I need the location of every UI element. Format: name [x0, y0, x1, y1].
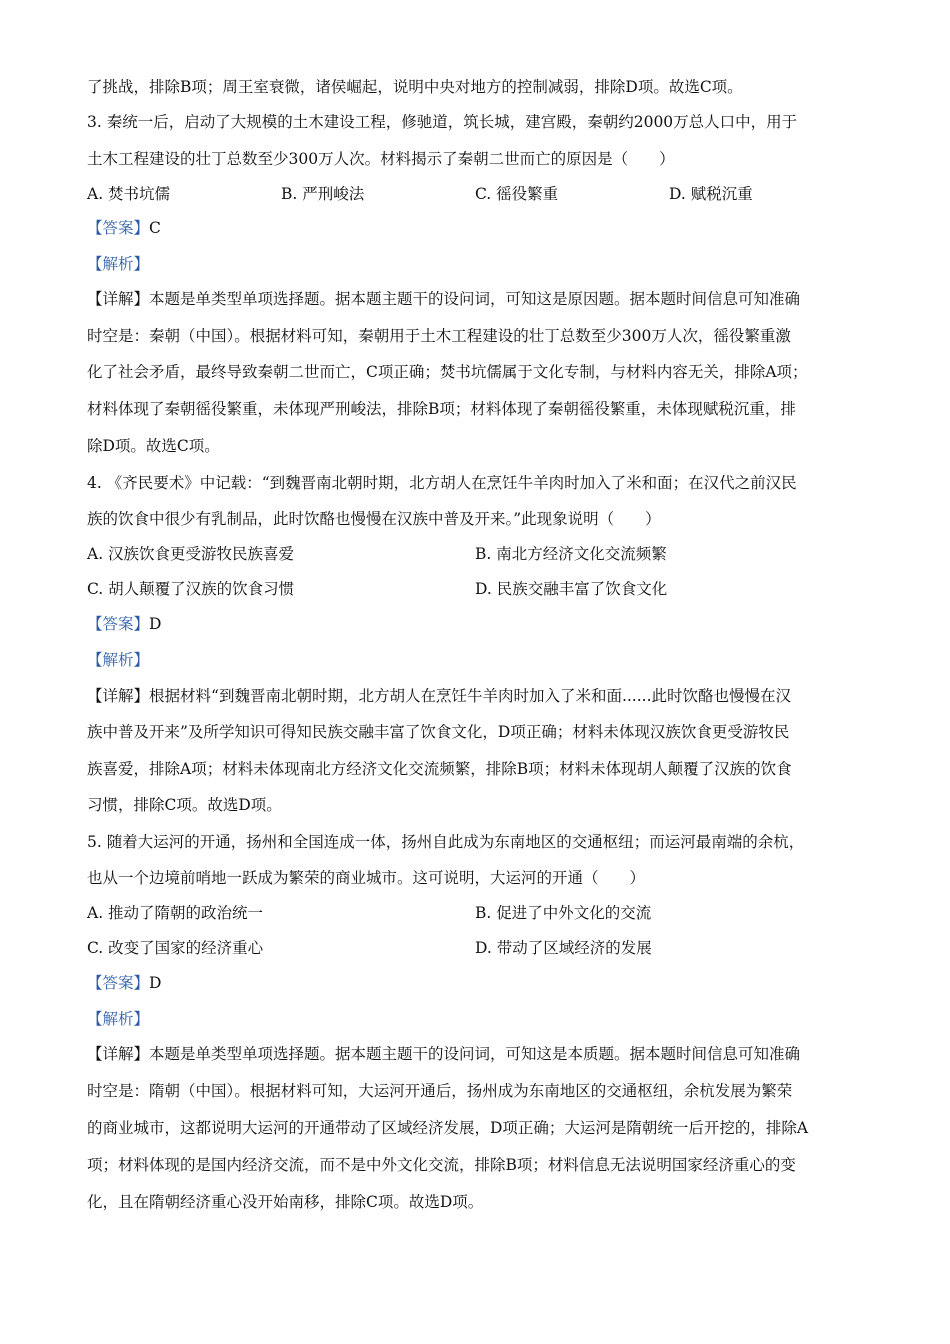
q3-detail-line-5: 除D项。故选C项。 — [87, 437, 220, 455]
answer-tag: 【答案】 — [87, 974, 150, 992]
detail-text: 根据材料“到魏晋南北朝时期，北方胡人在烹饪牛羊肉时加入了米和面......此时饮酪也慢慢在汉 — [149, 687, 792, 705]
answer-value: C — [149, 219, 161, 237]
q3-detail-line-2: 时空是：秦朝（中国）。根据材料可知，秦朝用于土木工程建设的壮丁总数至少300万人次，徭役繁重激 — [87, 327, 791, 345]
q5-answer — [87, 973, 161, 993]
q4-option-b: B. 南北方经济文化交流频繁 — [475, 545, 667, 563]
q5-option-d: D. 带动了区域经济的发展 — [475, 939, 652, 957]
detail-tag: 【详解】 — [87, 687, 150, 705]
q5-analysis-tag: 【解析】 — [87, 1010, 150, 1028]
q4-detail-line-4: 习惯，排除C项。故选D项。 — [87, 796, 282, 814]
q4-analysis-tag: 【解析】 — [87, 651, 150, 669]
detail-tag: 【详解】 — [87, 1045, 150, 1063]
q4-option-c: C. 胡人颠覆了汉族的饮食习惯 — [87, 580, 295, 598]
q3-stem-line-1: 3. 秦统一后，启动了大规模的土木建设工程，修驰道，筑长城，建宫殿，秦朝约2000万总人口中，用于 — [87, 113, 798, 131]
q3-option-d: D. 赋税沉重 — [669, 185, 753, 203]
q5-stem-line-1: 5. 随着大运河的开通，扬州和全国连成一体，扬州自此成为东南地区的交通枢纽；而运河最南端的余杭， — [87, 833, 805, 851]
q3-option-b: B. 严刑峻法 — [281, 185, 365, 203]
q5-stem-line-2: 也从一个边境前哨地一跃成为繁荣的商业城市。这可说明，大运河的开通（ ） — [87, 869, 646, 887]
detail-text: 本题是单类型单项选择题。据本题主题干的设问词，可知这是原因题。据本题时间信息可知准确 — [149, 290, 801, 308]
answer-value: D — [149, 615, 162, 633]
q4-detail-line-1 — [87, 686, 791, 706]
detail-tag: 【详解】 — [87, 290, 150, 308]
q5-detail-line-1 — [87, 1044, 800, 1064]
q3-detail-line-3: 化了社会矛盾，最终导致秦朝二世而亡，C项正确；焚书坑儒属于文化专制，与材料内容无关，排除A项； — [87, 363, 808, 381]
q5-detail-line-3: 的商业城市，这都说明大运河的开通带动了区域经济发展，D项正确；大运河是隋朝统一后开挖的，排除A — [87, 1119, 809, 1137]
q5-option-b: B. 促进了中外文化的交流 — [475, 904, 652, 922]
q4-detail-line-3: 族喜爱，排除A项；材料未体现南北方经济文化交流频繁，排除B项；材料未体现胡人颠覆了汉族的饮食 — [87, 760, 792, 778]
answer-tag: 【答案】 — [87, 615, 150, 633]
answer-value: D — [149, 974, 162, 992]
answer-tag: 【答案】 — [87, 219, 150, 237]
q3-stem-line-2: 土木工程建设的壮丁总数至少300万人次。材料揭示了秦朝二世而亡的原因是（ ） — [87, 150, 675, 168]
q4-stem-line-1: 4. 《齐民要术》中记载：“到魏晋南北朝时期，北方胡人在烹饪牛羊肉时加入了米和面；在汉代之前汉民 — [87, 474, 797, 492]
continued-text: 了挑战，排除B项；周王室衰微，诸侯崛起，说明中央对地方的控制减弱，排除D项。故选C项。 — [87, 78, 743, 96]
q3-option-a: A. 焚书坑儒 — [87, 185, 171, 203]
q3-answer — [87, 218, 161, 238]
q4-option-a: A. 汉族饮食更受游牧民族喜爱 — [87, 545, 295, 563]
q5-detail-line-4: 项；材料体现的是国内经济交流，而不是中外文化交流，排除B项；材料信息无法说明国家经济重心的变 — [87, 1156, 796, 1174]
q3-option-c: C. 徭役繁重 — [475, 185, 559, 203]
q3-detail-line-4: 材料体现了秦朝徭役繁重，未体现严刑峻法，排除B项；材料体现了秦朝徭役繁重，未体现赋税沉重，排 — [87, 400, 796, 418]
q4-option-d: D. 民族交融丰富了饮食文化 — [475, 580, 668, 598]
q5-option-c: C. 改变了国家的经济重心 — [87, 939, 264, 957]
q3-analysis-tag: 【解析】 — [87, 255, 150, 273]
q3-detail-line-1 — [87, 289, 800, 309]
q4-stem-line-2: 族的饮食中很少有乳制品，此时饮酪也慢慢在汉族中普及开来。”此现象说明（ ） — [87, 510, 661, 528]
q5-option-a: A. 推动了隋朝的政治统一 — [87, 904, 264, 922]
q4-answer — [87, 614, 161, 634]
detail-text: 本题是单类型单项选择题。据本题主题干的设问词，可知这是本质题。据本题时间信息可知准确 — [149, 1045, 801, 1063]
q5-detail-line-2: 时空是：隋朝（中国）。根据材料可知，大运河开通后，扬州成为东南地区的交通枢纽，余杭发展为繁荣 — [87, 1082, 793, 1100]
q4-detail-line-2: 族中普及开来”及所学知识可得知民族交融丰富了饮食文化，D项正确；材料未体现汉族饮食更受游牧民 — [87, 723, 790, 741]
q5-detail-line-5: 化，且在隋朝经济重心没开始南移，排除C项。故选D项。 — [87, 1193, 484, 1211]
